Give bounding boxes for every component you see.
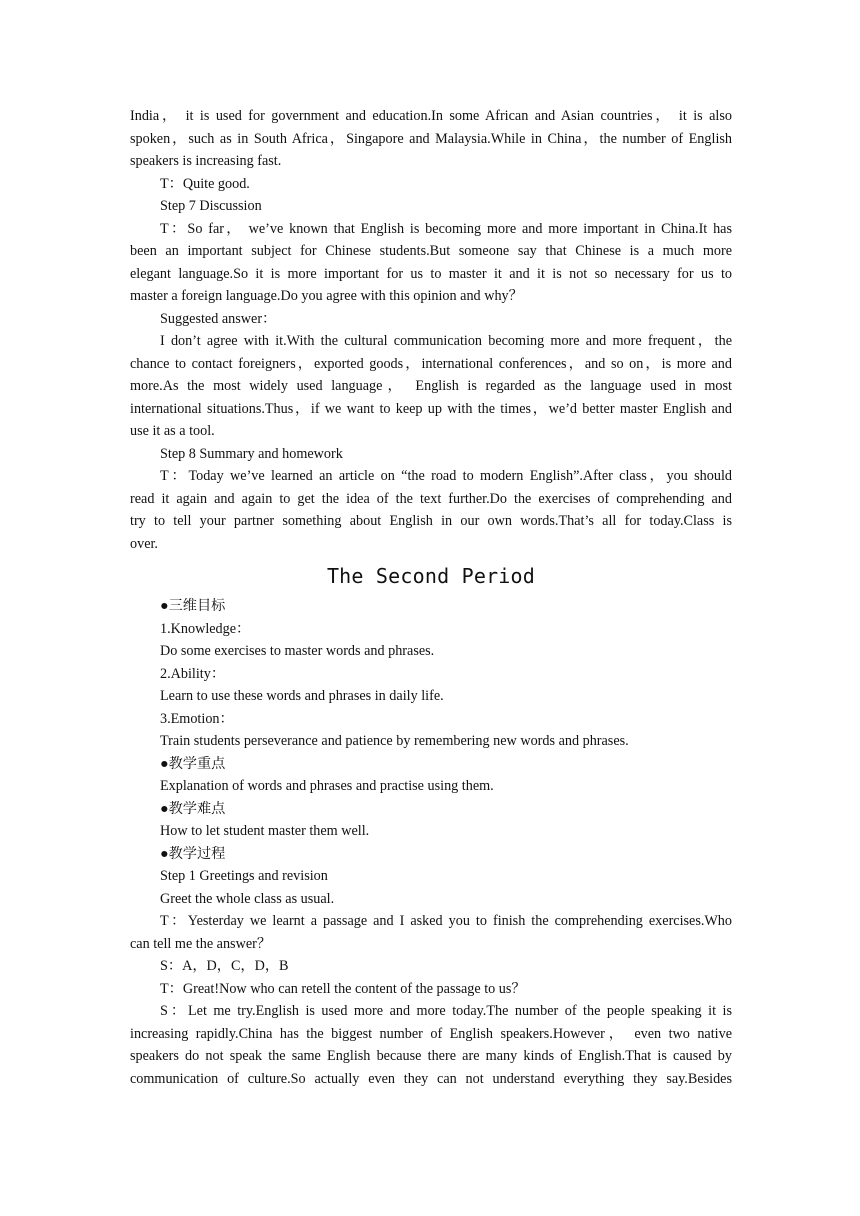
text-line: I don’t agree with it.With the cultural communication becoming more and more frequent，the — [160, 333, 732, 349]
text-line: Learn to use these words and phrases in daily life. — [160, 688, 444, 704]
document-body-part-1 — [130, 105, 732, 555]
text-line: Do some exercises to master words and phrases. — [160, 643, 435, 659]
text-line: ●教学过程 — [160, 845, 226, 862]
text-line: T：Today we’ve learned an article on “the road to modern English”.After class，you should — [160, 468, 732, 484]
text-line: elegant language.So it is more important for us to master it and it is not so necessary for us to — [130, 265, 732, 282]
text-line: international situations.Thus，if we want to keep up with the times，we’d better master English and — [130, 400, 732, 417]
text-line: Greet the whole class as usual. — [160, 890, 335, 907]
text-line: Step 1 Greetings and revision — [160, 868, 328, 884]
text-line: ●教学难点 — [160, 800, 226, 817]
text-line: ●教学重点 — [160, 755, 226, 772]
document-body-part-2 — [130, 595, 732, 1090]
text-line: India， it is used for government and education.In some African and Asian countries， it is also — [130, 108, 732, 124]
text-line: over. — [130, 535, 158, 552]
text-line: master a foreign language.Do you agree with this opinion and why？ — [130, 288, 523, 304]
document-page — [130, 105, 732, 1090]
text-line: speakers do not speak the same English because there are many kinds of English.That is caused by — [130, 1048, 732, 1064]
text-line: T：Great!Now who can retell the content of the passage to us？ — [160, 980, 526, 997]
text-line: T：Yesterday we learnt a passage and I asked you to finish the comprehending exercises.Who — [160, 913, 732, 929]
text-line: Train students perseverance and patience by remembering new words and phrases. — [160, 733, 629, 749]
text-line: communication of culture.So actually even they can not understand everything they say.Besides — [130, 1070, 732, 1087]
text-line: Suggested answer： — [160, 310, 277, 327]
text-line: How to let student master them well. — [160, 823, 370, 839]
text-line: read it again and again to get the idea of the text further.Do the exercises of comprehending and — [130, 490, 732, 507]
text-line: can tell me the answer？ — [130, 935, 272, 952]
text-line: chance to contact foreigners，exported goods，international conferences，and so on，is more and — [130, 355, 732, 372]
text-line: try to tell your partner something about English in our own words.That’s all for today.Class is — [130, 513, 732, 529]
text-line: S：Let me try.English is used more and more today.The number of the people speaking it is — [160, 1003, 732, 1019]
section-heading: The Second Period — [326, 564, 536, 588]
text-line: speakers is increasing fast. — [130, 153, 282, 169]
text-line: Step 8 Summary and homework — [160, 445, 343, 462]
text-line: been an important subject for Chinese students.But someone say that Chinese is a much more — [130, 243, 732, 259]
text-line: 2.Ability： — [160, 665, 226, 682]
text-line: ●三维目标 — [160, 598, 226, 614]
text-line: more.As the most widely used language， English is regarded as the language used in most — [130, 378, 732, 394]
text-line: use it as a tool. — [130, 423, 215, 439]
text-line: Explanation of words and phrases and practise using them. — [160, 778, 494, 794]
text-line: spoken，such as in South Africa，Singapore and Malaysia.While in China，the number of English — [130, 130, 732, 147]
text-line: increasing rapidly.China has the biggest number of English speakers.However， even two native — [130, 1025, 732, 1042]
text-line: 1.Knowledge： — [160, 620, 251, 637]
text-line: S：A，D，C，D，B — [160, 958, 289, 974]
text-line: Step 7 Discussion — [160, 198, 262, 214]
text-line: T：So far， we’ve known that English is becoming more and more important in China.It has — [160, 220, 732, 237]
text-line: T：Quite good. — [160, 175, 250, 192]
text-line: 3.Emotion： — [160, 710, 234, 727]
